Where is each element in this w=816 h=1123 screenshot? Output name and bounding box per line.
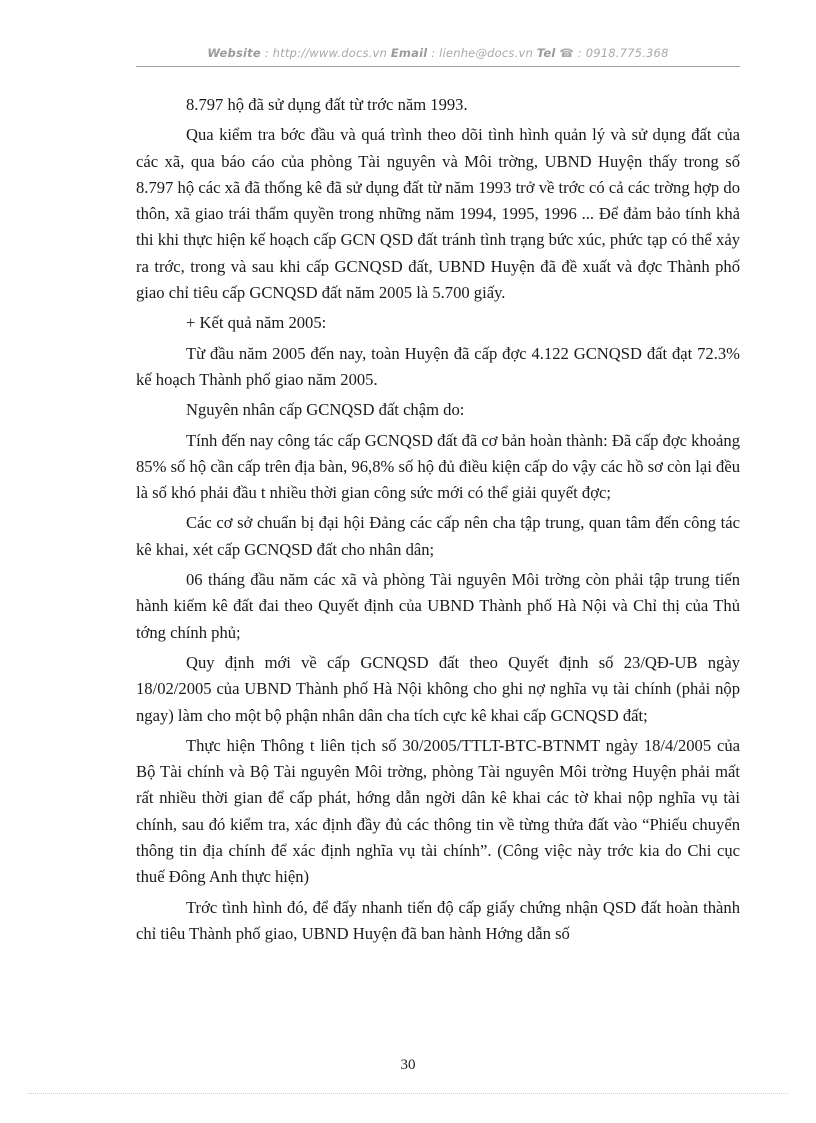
- paragraph: Qua kiểm tra bớc đầu và quá trình theo dõi tình hình quản lý và sử dụng đất của các xã, qua báo cáo của phòng Tài nguyên và Môi trờng, UBND Huyện thấy trong số 8.797 hộ các xã đã thống kê đã sử dụng đất từ năm 1993 trở về trớc có cả các trờng hợp do thôn, xã giao trái thẩm quyền trong những năm 1994, 1995, 1996 ... Để đảm bảo tính khả thi khi thực hiện kế hoạch cấp GCN QSD đất tránh tình trạng bức xúc, phức tạp có thể xảy ra trớc, trong và sau khi cấp GCNQSD đất, UBND Huyện đã đề xuất và đợc Thành phố giao chỉ tiêu cấp GCNQSD đất năm 2005 là 5.700 giấy.: [136, 125, 740, 303]
- website-value[interactable]: : http://www.docs.vn: [260, 46, 391, 60]
- website-label: Website: [207, 46, 261, 60]
- paragraph: 8.797 hộ đã sử dụng đất từ trớc năm 1993.: [186, 95, 468, 114]
- paragraph: 06 tháng đầu năm các xã và phòng Tài nguyên Môi trờng còn phải tập trung tiến hành kiểm kê đất đai theo Quyết định của UBND Thành phố Hà Nội và Chỉ thị của Thủ tớng chính phủ;: [136, 570, 740, 642]
- paragraph: Từ đầu năm 2005 đến nay, toàn Huyện đã cấp đợc 4.122 GCNQSD đất đạt 72.3% kế hoạch Thành phố giao năm 2005.: [136, 343, 740, 389]
- page-number: 30: [400, 1057, 416, 1073]
- paragraph: Tính đến nay công tác cấp GCNQSD đất đã cơ bản hoàn thành: Đã cấp đợc khoảng 85% số hộ cần cấp trên địa bàn, 96,8% số hộ đủ điều kiện cấp do vậy các hồ sơ còn lại đều là số khó phải đầu t nhiều thời gian công sức mới có thể giải quyết đợc;: [136, 430, 740, 503]
- email-value[interactable]: : lienhe@docs.vn: [427, 46, 537, 60]
- document-body: [136, 92, 740, 947]
- paragraph: + Kết quả năm 2005:: [186, 313, 327, 333]
- paragraph: Trớc tình hình đó, để đẩy nhanh tiến độ cấp giấy chứng nhận QSD đất hoàn thành chỉ tiêu Thành phố giao, UBND Huyện đã ban hành Hớng dẫn số: [136, 897, 740, 943]
- paragraph: Thực hiện Thông t liên tịch số 30/2005/TTLT-BTC-BTNMT ngày 18/4/2005 của Bộ Tài chính và Bộ Tài nguyên Môi trờng, phòng Tài nguyên Môi trờng Huyện phải mất rất nhiều thời gian để cấp phát, hớng dẫn ngời dân kê khai các tờ khai nộp nghĩa vụ tài chính, sau đó kiểm tra, xác định đầy đủ các thông tin về từng thửa đất vào “Phiếu chuyển thông tin địa chính để xác định nghĩa vụ tài chính”. (Công việc này trớc kia do Chi cục thuế Đông Anh thực hiện): [136, 735, 740, 887]
- header-divider: [136, 66, 740, 67]
- page-header: [136, 46, 740, 60]
- paragraph: Nguyên nhân cấp GCNQSD đất chậm do:: [186, 400, 465, 420]
- tel-label: Tel: [536, 46, 556, 60]
- footer-divider: [28, 1093, 788, 1094]
- paragraph: Các cơ sở chuẩn bị đại hội Đảng các cấp nên cha tập trung, quan tâm đến công tác kê khai, xét cấp GCNQSD đất cho nhân dân;: [136, 513, 740, 559]
- email-label: Email: [390, 46, 428, 60]
- paragraph: Quy định mới về cấp GCNQSD đất theo Quyết định số 23/QĐ-UB ngày 18/02/2005 của UBND Thành phố Hà Nội không cho ghi nợ nghĩa vụ tài chính (phải nộp ngay) làm cho một bộ phận nhân dân cha tích cực kê khai cấp GCNQSD đất;: [136, 652, 740, 725]
- tel-value: ☎ : 0918.775.368: [555, 46, 669, 60]
